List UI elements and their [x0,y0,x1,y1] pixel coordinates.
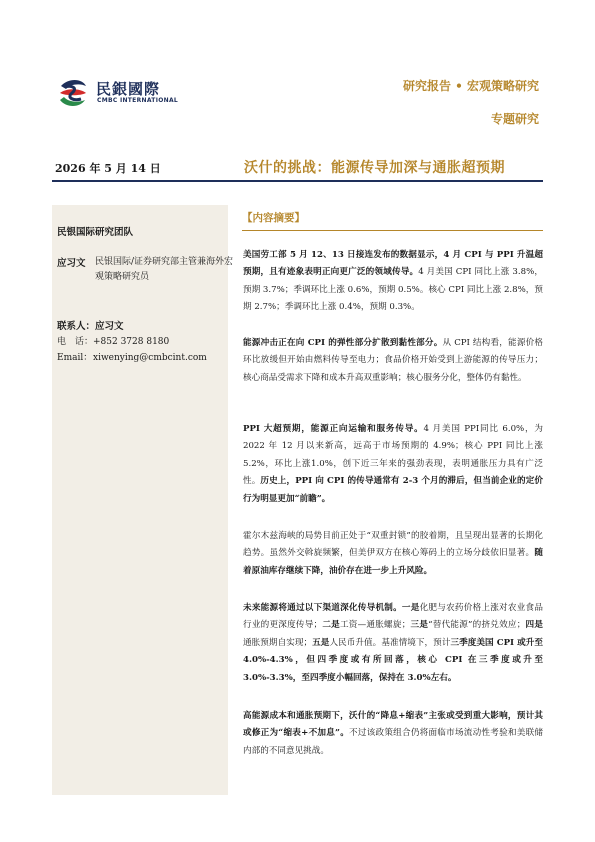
p6-body: 不过该政策组合仍将面临市场流动性考验和美联储内部的不同意见挑战。 [243,728,543,756]
p6-lead: 高能源成本和通胀预期下，沃什的“降息+缩表”主张或受到重大影响，预计其或修正为“缩表+不加息”。 [243,711,543,739]
summary-paragraph-5 [243,600,543,687]
phone-number: +852 3728 8180 [93,337,170,347]
p5-item-3: “替代能源”的挤兑效应； [428,620,526,631]
report-type: 研究报告 • 宏观策略研究 [402,79,539,93]
p5-item-4: 通胀预期自实现； [243,637,313,648]
email-label: Email： [57,353,93,363]
analyst-role: 民银国际/证券研究部主管兼海外宏观策略研究员 [95,257,234,282]
report-title: 沃什的挑战：能源传导加深与通胀超预期 [244,160,505,176]
phone-label: 电 话： [57,337,94,347]
p5-item-2: 工资—通胀螺旋； [339,620,411,631]
summary-paragraph-6 [243,708,543,760]
logo-chinese-name: 民銀國際 [96,80,161,98]
email-address[interactable]: xiwenying@cmbcint.com [93,353,207,363]
p2-body: 从 CPI 结构看，能源价格环比放缓但开始由燃料传导至电力；食品价格开始受到上游能源的传导压力；核心商品受需求下降和成本升高双重影响；核心服务分化，整体仍有黏性。 [243,338,543,383]
p1-body: 4 月美国 CPI 同比上涨 3.8%，预期 3.7%；季调环比上涨 0.6%，预期 0.5%。核心 CPI 同比上涨 2.8%，预期 2.7%；季调环比上涨 0.4%，预期 0.3%。 [243,267,543,313]
p5-label-5: 五是 [312,637,330,648]
p5-label-3: 三是 [410,620,429,631]
report-date: 2026 年 5 月 14 日 [55,162,161,175]
author-sidebar [52,205,228,795]
summary-divider [242,230,543,231]
phone-line [57,334,169,347]
p2-lead: 能源冲击正在向 CPI 的弹性部分扩散到黏性部分。 [243,338,443,348]
summary-paragraph-4 [243,528,543,580]
p5-lead: 未来能源将通过以下渠道深化传导机制。一是 [243,603,420,613]
analyst-name: 应习文 [57,258,86,269]
p1-lead: 美国劳工部 5 月 12、13 日接连发布的数据显示，4 月 CPI 与 PPI 升温超预期，且有迹象表明正向更广泛的领域传导。 [243,250,543,278]
summary-heading: 【内容摘要】 [242,212,305,224]
p5-label-4: 四是 [525,620,543,631]
email-line [57,350,207,363]
header-divider [52,180,543,182]
contact-person: 联系人：应习文 [57,321,124,332]
p3-conclusion: 历史上，PPI 向 CPI 的传导通常有 2-3 个月的滞后，但当前企业的定价行为明显更加“前瞻”。 [243,476,543,504]
p5-label-2: 二是 [322,620,340,631]
p4-body: 霍尔木兹海峡的局势目前正处于“双重封锁”的胶着期，且呈现出显著的长期化趋势。虽然外交斡旋频繁，但美伊双方在核心筹码上的立场分歧依旧显著。 [243,531,543,559]
summary-paragraph-2 [243,335,543,387]
research-team: 民银国际研究团队 [57,227,134,238]
summary-paragraph-1 [243,247,543,317]
logo-english-name: CMBC INTERNATIONAL [97,97,179,104]
p5-forecast: 三季度美国 CPI 或升至 4.0%-4.3%，但四季度或有所回落，核心 CPI 在三季度或升至 3.0%-3.3%，至四季度小幅回落，保持在 3.0%左右。 [243,637,543,683]
p5-item-5: 人民币升值。基准情境下，预计 [329,637,451,648]
p5-item-1: 化肥与农药价格上涨对农业食品行业的更深度传导； [243,603,543,631]
report-subtype: 专题研究 [490,112,539,126]
p4-conclusion: 随着原油库存继续下降，油价存在进一步上升风险。 [243,548,543,576]
p3-lead: PPI 大超预期，能源正向运输和服务传导。 [243,424,424,434]
p3-body: 4 月美国 PPI同比 6.0%，为 2022 年 12 月以来新高，远高于市场预期的 4.9%；核心 PPI 同比上涨 5.2%，环比上涨1.0%，创下近三年来的强劲表现，表明通胀压力具有广泛性。 [243,424,543,487]
summary-paragraph-3 [243,421,543,508]
